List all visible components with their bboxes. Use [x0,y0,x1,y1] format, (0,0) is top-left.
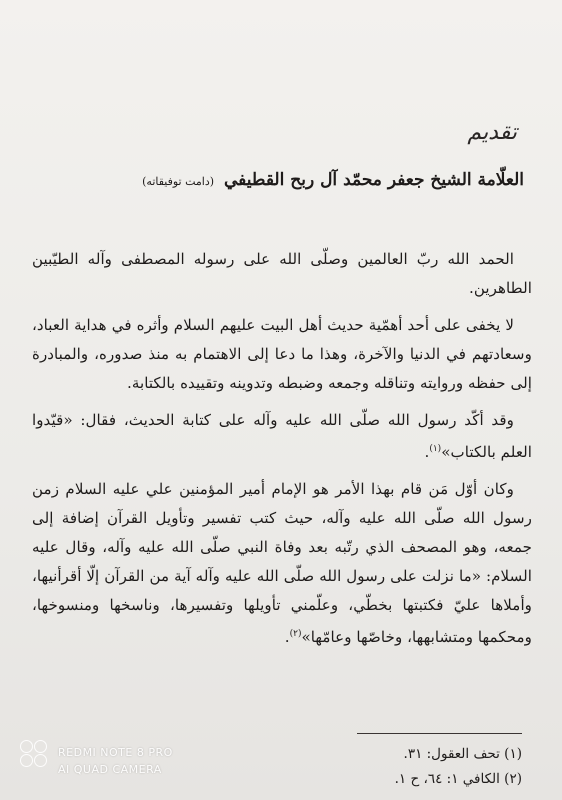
paragraph-3: وقد أكّد رسول الله صلّى الله عليه وآله على كتابة الحديث، فقال: «قيّدوا العلم بالكتاب»$^{(١)}$. [32,411,532,462]
footnote-mark-2: (٢) [289,629,302,640]
author-honorific: (دامت توفيقاته) [142,175,215,188]
body-text [32,245,532,660]
paragraph-3-text: وقد أكّد رسول الله صلّى الله عليه وآله على كتابة الحديث، فقال: «قيّدوا العلم بالكتاب» [32,411,532,462]
paragraph-4-text: وكان أوّل مَن قام بهذا الأمر هو الإمام أمير المؤمنين علي عليه السلام زمن رسول الله صلّى الله عليه وآله، حيث كتب تفسير وتأويل القرآن إضافة إلى جمعه، وهو المصحف الذي رتّبه بعد وفاة النبي صلّى الله عليه وآله، وقال عليه السلام: «ما نزلت على رسول الله صلّى الله عليه وآله آية من القرآن إلّا أقرأنيها، وأملاها عليّ فكتبتها بخطّي، وعلّمني تأويلها وتفسيرها، وناسخها ومنسوخها، ومحكمها ومتشابهها، وخاصّها وعامّها» [32,480,532,647]
footnote-1: (١) تحف العقول: ٣١. [403,746,522,762]
section-heading: تقديم [467,120,517,145]
paragraph-1: الحمد الله ربّ العالمين وصلّى الله على رسوله المصطفى وآله الطيّبين الطاهرين. [32,250,532,297]
footnote-mark-1: (١) [429,444,442,454]
author-line [34,170,524,190]
footnote-2: (٢) الكافي ١: ٦٤، ح ١. [394,771,522,787]
footnote-divider [357,733,522,734]
camera-logo-icon [20,740,50,770]
watermark-text [58,744,173,778]
watermark-line-2: AI QUAD CAMERA [58,763,162,776]
paragraph-2: لا يخفى على أحد أهمّية حديث أهل البيت عليهم السلام وأثره في هداية العباد، وسعادتهم في الدنيا والآخرة، وهذا ما دعا إلى الاهتمام به منذ صدوره، والمبادرة إلى حفظه وروايته وتناقله وجمعه وضبطه وتدوينه وتقييده بالكتابة. [32,316,532,392]
watermark-line-1: REDMI NOTE 8 PRO [58,746,173,759]
author-name: العلّامة الشيخ جعفر محمّد آل ربح القطيفي [223,170,524,190]
paragraph-4: وكان أوّل مَن قام بهذا الأمر هو الإمام أمير المؤمنين علي عليه السلام زمن رسول الله صلّى الله عليه وآله، حيث كتب تفسير وتأويل القرآن إضافة إلى جمعه، وهو المصحف الذي رتّبه بعد وفاة النبي صلّى الله عليه وآله، وقال عليه السلام: «ما نزلت على رسول الله صلّى الله عليه وآله آية من القرآن إلّا أقرأنيها، وأملاها عليّ فكتبتها بخطّي، وعلّمني تأويلها وتفسيرها، وناسخها ومنسوخها، ومحكمها ومتشابهها، وخاصّها وعامّها»$^{(٢)}$. [32,480,532,647]
camera-watermark [20,740,173,778]
